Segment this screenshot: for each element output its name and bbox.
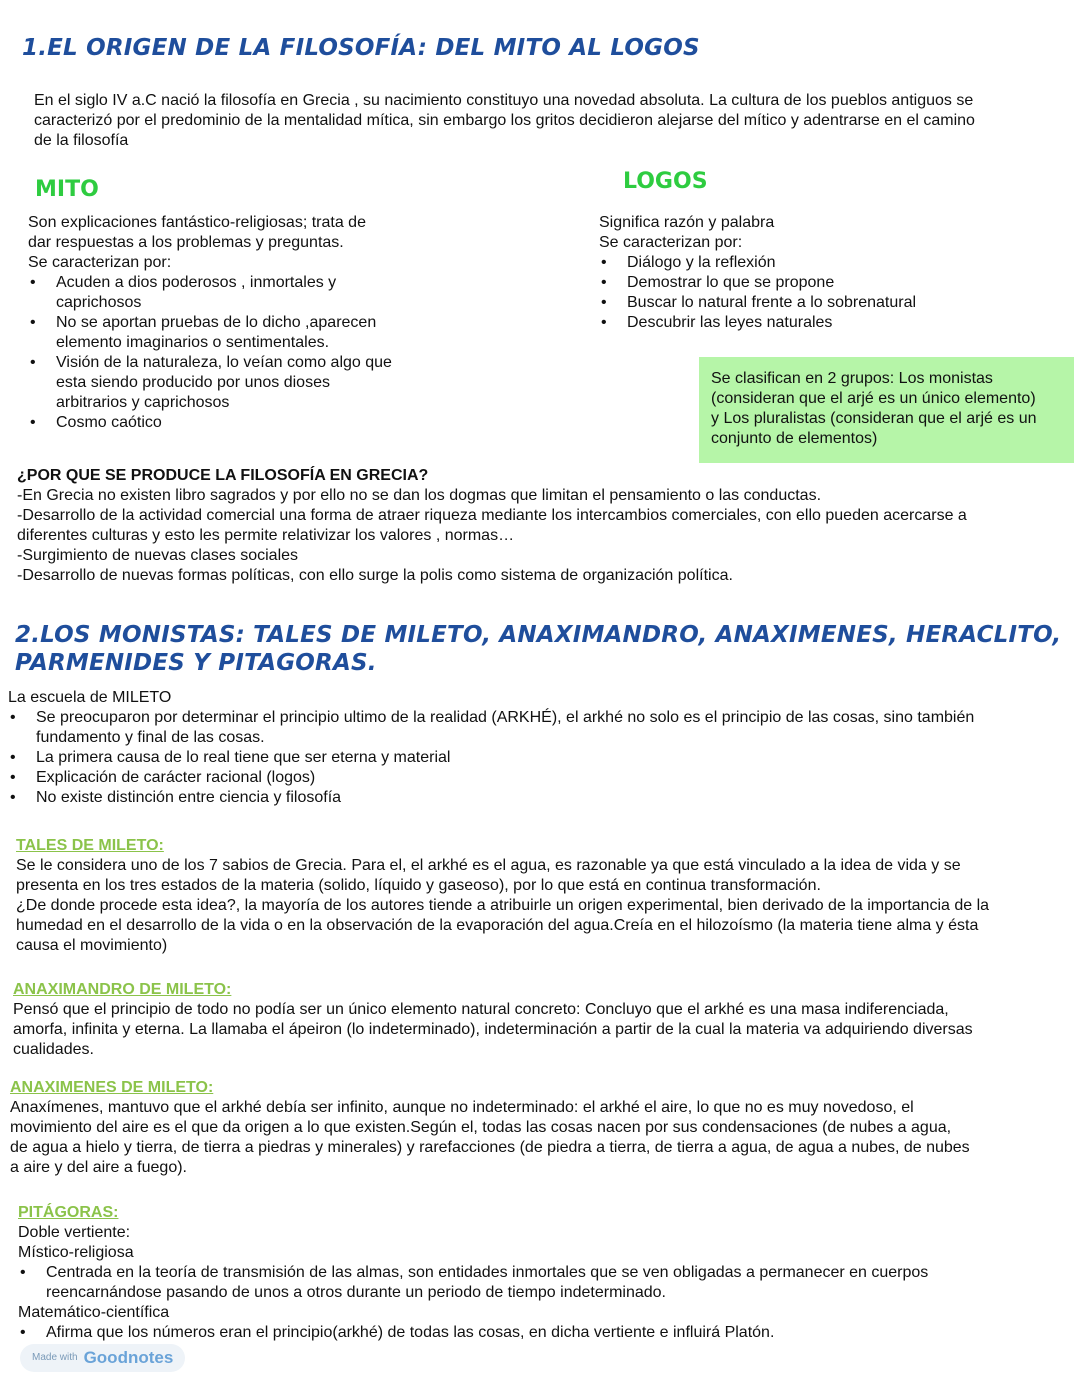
pitagoras-line3: Matemático-científica	[18, 1304, 170, 1321]
mito-heading: MITO	[35, 177, 99, 202]
logos-block	[599, 213, 1039, 333]
mito-block	[28, 213, 448, 433]
pitagoras-list-1	[18, 1263, 1068, 1303]
list-item: • Afirma que los números eran el principio(arkhé) de todas las cosas, en dicha vertiente e influirá Platón.	[18, 1323, 1068, 1343]
goodnotes-badge	[20, 1344, 185, 1372]
anaximenes-block	[10, 1078, 1065, 1178]
tales-heading: TALES DE MILETO:	[16, 837, 164, 854]
list-item: • Descubrir las leyes naturales	[599, 313, 1039, 333]
list-item: • Buscar lo natural frente a lo sobrenatural	[599, 293, 1039, 313]
badge-made-with: Made with	[32, 1352, 78, 1363]
tales-block	[16, 836, 1071, 956]
school-heading: La escuela de MILETO	[8, 689, 172, 706]
logos-heading: LOGOS	[623, 169, 708, 194]
pitagoras-heading: PITÁGORAS:	[18, 1204, 119, 1221]
pitagoras-list-2	[18, 1323, 1068, 1343]
anaximandro-text: Pensó que el principio de todo no podía ser un único elemento natural concreto: Concluyo que el arkhé es una masa indiferenciada, amorfa, infinita y eterna. La llamaba el ápeiron (lo indeterminado), indeterminación a partir de la cual la materia va adquiriendo diversas cualidades.	[13, 1001, 973, 1058]
list-item: • La primera causa de lo real tiene que ser eterna y material	[8, 748, 1068, 768]
miletus-school	[8, 688, 1068, 808]
pitagoras-line2: Místico-religiosa	[18, 1244, 134, 1261]
list-item: • Cosmo caótico	[28, 413, 448, 433]
anaximandro-heading: ANAXIMANDRO DE MILETO:	[13, 981, 232, 998]
list-item: • Se preocuparon por determinar el principio ultimo de la realidad (ARKHÉ), el arkhé no solo es el principio de las cosas, sino también fundamento y final de las cosas.	[8, 708, 1068, 748]
anaximandro-block	[13, 980, 1068, 1060]
list-item: • Acuden a dios poderosos , inmortales y caprichosos	[28, 273, 448, 313]
monistas-note: Se clasifican en 2 grupos: Los monistas (consideran que el arjé es un único elemento) y Los pluralistas (consideran que el arjé es un conjunto de elementos)	[699, 357, 1074, 463]
section2-title: 2.LOS MONISTAS: TALES DE MILETO, ANAXIMANDRO, ANAXIMENES, HERACLITO, PARMENIDES Y PITAGORAS.	[15, 622, 1062, 676]
mito-list	[28, 273, 448, 433]
section1-title: 1.EL ORIGEN DE LA FILOSOFÍA: DEL MITO AL LOGOS	[22, 35, 700, 61]
school-list	[8, 708, 1068, 808]
list-item: • No se aportan pruebas de lo dicho ,aparecen elemento imaginarios o sentimentales.	[28, 313, 448, 353]
list-item: • Centrada en la teoría de transmisión de las almas, son entidades inmortales que se ven obligadas a permanecer en cuerpos reencarnándose pasando de unos a otros durante un periodo de tiempo indeterminado.	[18, 1263, 1068, 1303]
logos-text: Significa razón y palabra Se caracterizan por:	[599, 214, 775, 251]
anaximenes-heading: ANAXIMENES DE MILETO:	[10, 1079, 214, 1096]
list-item: • Visión de la naturaleza, lo veían como algo que esta siendo producido por unos dioses arbitrarios y caprichosos	[28, 353, 448, 413]
anaximenes-text: Anaxímenes, mantuvo que el arkhé debía ser infinito, aunque no indeterminado: el arkhé el aire, lo que no es muy novedoso, el movimiento del aire es el que da origen a lo que existen.Según el, todas las cosas nacen por sus condensaciones (de nubes a agua, de agua a hielo y tierra, de tierra a piedras y minerales) y rarefacciones (de piedra a tierra, de tierra a agua, de agua a nubes, de nubes a aire y del aire a fuego).	[10, 1099, 970, 1176]
why-block	[17, 466, 1067, 586]
mito-text: Son explicaciones fantástico-religiosas; trata de dar respuestas a los problemas y preguntas. Se caracterizan por:	[28, 214, 366, 271]
pitagoras-line1: Doble vertiente:	[18, 1224, 131, 1241]
list-item: • Demostrar lo que se propone	[599, 273, 1039, 293]
section1-intro: En el siglo IV a.C nació la filosofía en Grecia , su nacimiento constituyo una novedad absoluta. La cultura de los pueblos antiguos se caracterizó por el predominio de la mentalidad mítica, sin embargo los gritos decidieron alejarse del mítico y adentrarse en el camino de la filosofía	[34, 92, 975, 149]
pitagoras-block	[18, 1203, 1068, 1343]
why-heading: ¿POR QUE SE PRODUCE LA FILOSOFÍA EN GRECIA?	[17, 467, 429, 484]
list-item: • No existe distinción entre ciencia y filosofía	[8, 788, 1068, 808]
list-item: • Explicación de carácter racional (logos)	[8, 768, 1068, 788]
list-item: • Diálogo y la reflexión	[599, 253, 1039, 273]
tales-text: Se le considera uno de los 7 sabios de Grecia. Para el, el arkhé es el agua, es razonable ya que está vinculado a la idea de vida y se presenta en los tres estados de la materia (solido, líquido y gaseoso), por lo que está en continua transformación. ¿De donde procede esta idea?, la mayoría de los autores tiende a atribuirle un origen experimental, bien derivado de la importancia de la humedad en el desarrollo de la vida o en la observación de la evaporación del agua.Creía en el hilozoísmo (la materia tiene alma y ésta causa el movimiento)	[16, 857, 990, 954]
badge-brand: Goodnotes	[83, 1348, 174, 1367]
logos-list	[599, 253, 1039, 333]
why-text: -En Grecia no existen libro sagrados y por ello no se dan los dogmas que limitan el pensamiento o las conductas. -Desarrollo de la actividad comercial una forma de atraer riqueza mediante los intercambios comerciales, con ello pueden acercarse a diferentes culturas y esto les permite relativizar los valores , normas… -Surgimiento de nuevas clases sociales -Desarrollo de nuevas formas políticas, con ello surge la polis como sistema de organización política.	[17, 487, 967, 584]
